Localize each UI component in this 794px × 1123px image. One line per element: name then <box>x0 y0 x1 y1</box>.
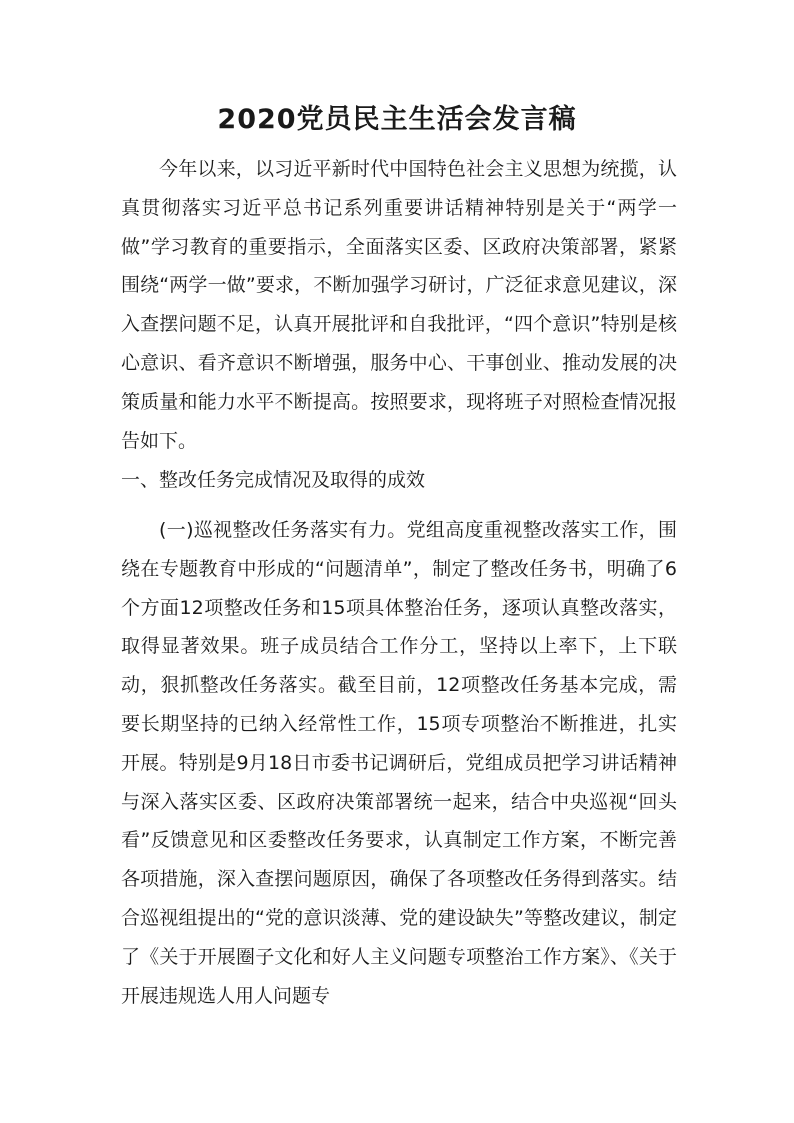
section-heading: 一、整改任务完成情况及取得的成效 <box>121 469 426 491</box>
body-paragraph: (一)巡视整改任务落实有力。党组高度重视整改落实工作，围绕在专题教育中形成的“问题清单”，制定了整改任务书，明确了6个方面12项整改任务和15项具体整治任务，逐项认真整改落实，取得显著效果。班子成员结合工作分工，坚持以上率下，上下联动，狠抓整改任务落实。截至目前，12项整改任务基本完成，需要长期坚持的已纳入经常性工作，15项专项整治不断推进，扎实开展。特别是9月18日市委书记调研后，党组成员把学习讲话精神与深入落实区委、区政府决策部署统一起来，结合中央巡视“回头看”反馈意见和区委整改任务要求，认真制定工作方案，不断完善各项措施，深入查摆问题原因，确保了各项整改任务得到落实。结合巡视组提出的“党的意识淡薄、党的建设缺失”等整改建议，制定了《关于开展圈子文化和好人主义问题专项整治工作方案》、《关于开展违规选人用人问题专 <box>121 519 677 1007</box>
intro-paragraph: 今年以来，以习近平新时代中国特色社会主义思想为统揽，认真贯彻落实习近平总书记系列重要讲话精神特别是关于“两学一做”学习教育的重要指示，全面落实区委、区政府决策部署，紧紧围绕“两学一做”要求，不断加强学习研讨，广泛征求意见建议，深入查摆问题不足，认真开展批评和自我批评，“四个意识”特别是核心意识、看齐意识不断增强，服务中心、干事创业、推动发展的决策质量和能力水平不断提高。按照要求，现将班子对照检查情况报告如下。 <box>121 158 677 452</box>
page-title: 2020党员民主生活会发言稿 <box>217 104 577 135</box>
